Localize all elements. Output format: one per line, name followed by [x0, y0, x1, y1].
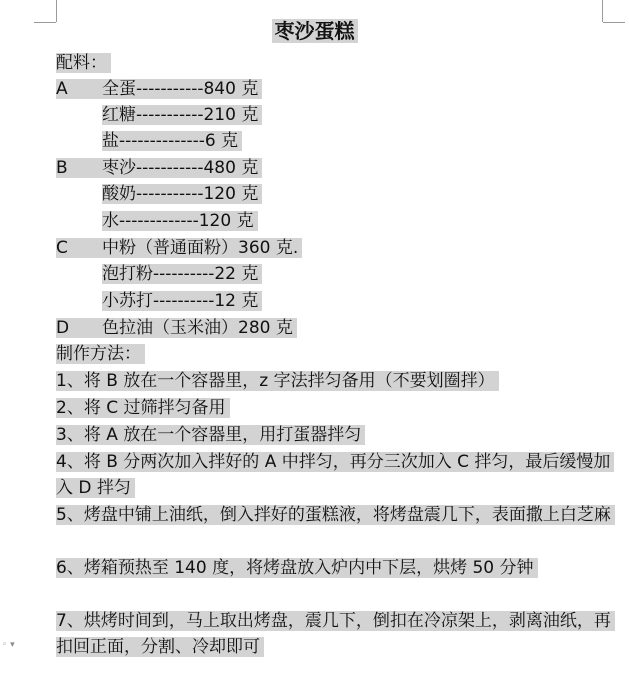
method-step-text: 1、将 B 放在一个容器里，z 字法拌匀备用（不要划圈拌）	[56, 371, 499, 391]
ingredient-row	[56, 181, 262, 207]
ingredient-item: 枣沙-----------480 克	[102, 158, 259, 178]
method-step-text: 7、烘烤时间到，马上取出烤盘，震几下，倒扣在冷凉架上，剥离油纸，再扣回正面，分割、冷却即可	[56, 611, 615, 657]
ingredient-row	[56, 288, 262, 314]
method-step-text: 6、烤箱预热至 140 度，将烤盘放入炉内中下层，烘烤 50 分钟	[56, 558, 538, 578]
method-step	[56, 555, 616, 581]
method-heading	[56, 341, 145, 367]
ingredient-item: 泡打粉----------22 克	[102, 264, 262, 284]
ingredient-item: 水-------------120 克	[102, 211, 258, 231]
title-text: 枣沙蛋糕	[272, 19, 358, 43]
ingredient-row	[56, 128, 242, 154]
group-letter-b: B	[56, 158, 68, 178]
method-step-text: 3、将 A 放在一个容器里，用打蛋器拌匀	[56, 425, 365, 445]
method-step	[56, 502, 616, 528]
ingredient-row	[56, 261, 262, 287]
ingredient-item: 酸奶-----------120 克	[102, 184, 262, 204]
method-heading-text: 制作方法：	[56, 344, 145, 364]
group-letter-c: C	[56, 238, 68, 258]
ingredient-row	[56, 315, 297, 341]
ingredient-row	[56, 235, 302, 261]
group-letter-a: A	[56, 79, 68, 99]
method-step	[56, 422, 365, 448]
ingredient-item: 盐--------------6 克	[102, 131, 242, 151]
method-step-text: 4、将 B 分两次加入拌好的 A 中拌匀，再分三次加入 C 拌匀，最后缓慢加入 D 拌匀	[56, 452, 614, 498]
ingredient-row	[56, 76, 262, 102]
page-title	[0, 18, 629, 45]
ingredient-row	[56, 102, 262, 128]
ingredient-row	[56, 155, 262, 181]
group-letter-d: D	[56, 318, 70, 338]
method-step-text: 2、将 C 过筛拌匀备用	[56, 398, 230, 418]
method-step-text: 5、烤盘中铺上油纸，倒入拌好的蛋糕液，将烤盘震几下，表面撒上白芝麻	[56, 505, 615, 525]
method-step	[56, 395, 230, 421]
ingredient-item: 全蛋-----------840 克	[102, 79, 259, 99]
method-step	[56, 608, 616, 660]
ingredient-row	[56, 208, 258, 234]
ingredients-heading-text: 配料：	[56, 53, 111, 73]
paragraph-options-icon[interactable]: ◦ ▾	[2, 640, 15, 650]
method-step	[56, 368, 499, 394]
ingredient-item: 色拉油（玉米油）280 克	[102, 318, 293, 338]
ingredients-heading	[56, 50, 111, 76]
method-step	[56, 449, 616, 501]
ingredient-item: 中粉（普通面粉）360 克.	[102, 238, 299, 258]
ingredient-item: 小苏打----------12 克	[102, 291, 262, 311]
ingredient-item: 红糖-----------210 克	[102, 105, 262, 125]
